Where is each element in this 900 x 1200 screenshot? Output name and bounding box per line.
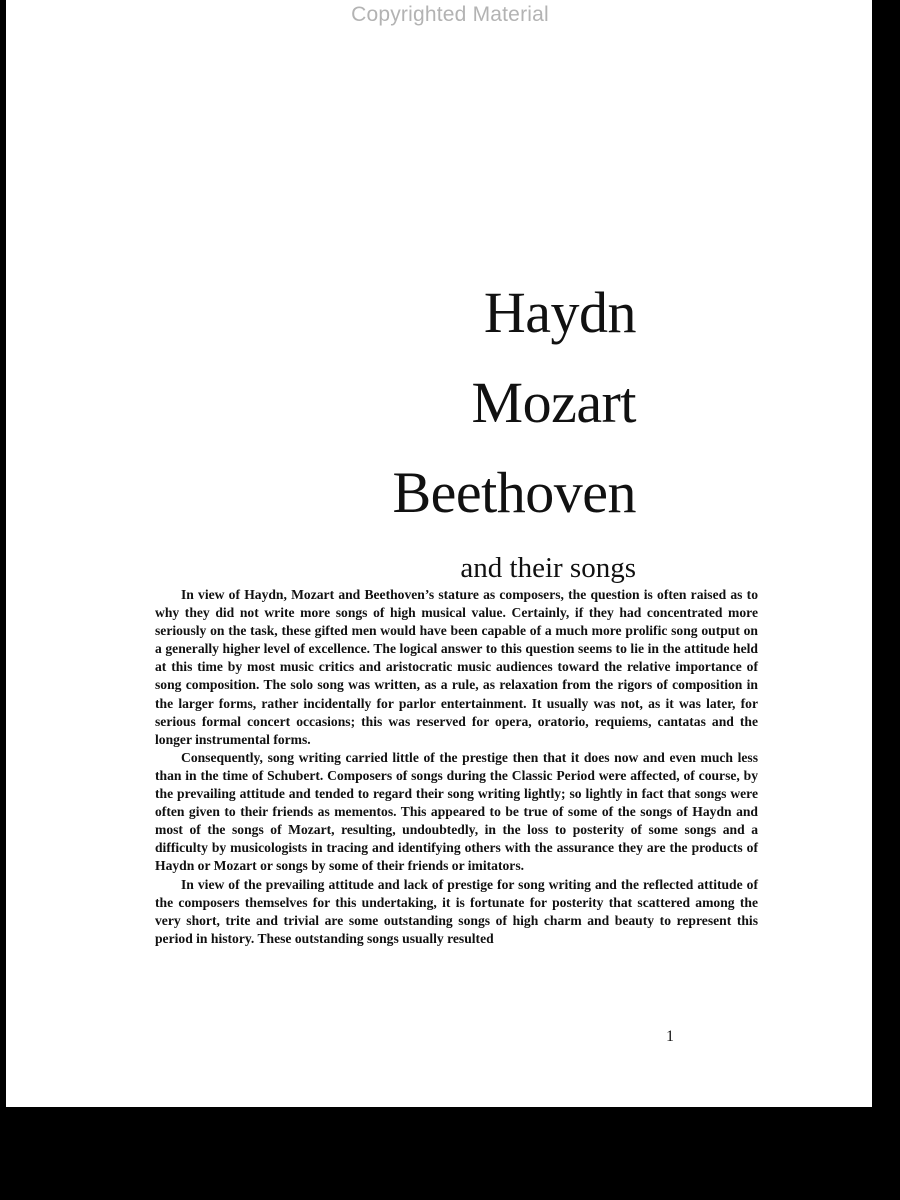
title-mozart: Mozart	[471, 370, 636, 435]
page-number: 1	[666, 1028, 674, 1045]
copyright-watermark: Copyrighted Material	[351, 3, 549, 26]
body-text	[155, 586, 758, 948]
title-haydn: Haydn	[483, 280, 636, 345]
book-page	[6, 0, 872, 1107]
paragraph-2: Consequently, song writing carried little of the prestige then that it does now and even much less than in the time of Schubert. Composers of songs during the Classic Period were affected, of course, by the prevailing attitude and tended to regard their song writing lightly; so lightly in fact that songs were often given to their friends as mementos. This appeared to be true of some of the songs of Haydn and most of the songs of Mozart, resulting, undoubtedly, in the loss to posterity of some songs and a difficulty by musicologists in tracing and identifying others with the assurance they are the products of Haydn or Mozart or songs by some of their friends or imitators.	[155, 749, 758, 874]
paragraph-3: In view of the prevailing attitude and lack of prestige for song writing and the reflected attitude of the composers themselves for this undertaking, it is fortunate for posterity that scattered among the very short, trite and trivial are some outstanding songs of high charm and beauty to represent this period in history. These outstanding songs usually resulted	[155, 876, 758, 946]
paragraph-1: In view of Haydn, Mozart and Beethoven’s stature as composers, the question is often raised as to why they did not write more songs of high musical value. Certainly, if they had concentrated more seriously on the task, these gifted men would have been capable of a much more prolific song output on a generally higher level of excellence. The logical answer to this question seems to lie in the attitude held at this time by most music critics and aristocratic music audiences toward the relative importance of song composition. The solo song was written, as a rule, as relaxation from the rigors of composition in the larger forms, rather incidentally for parlor entertainment. It usually was not, as it was later, for serious formal concert occasions; this was reserved for opera, oratorio, requiems, cantatas and the longer instrumental forms.	[155, 587, 758, 747]
chapter-title	[392, 268, 636, 586]
chapter-subtitle: and their songs	[460, 552, 636, 584]
title-beethoven: Beethoven	[392, 460, 636, 525]
